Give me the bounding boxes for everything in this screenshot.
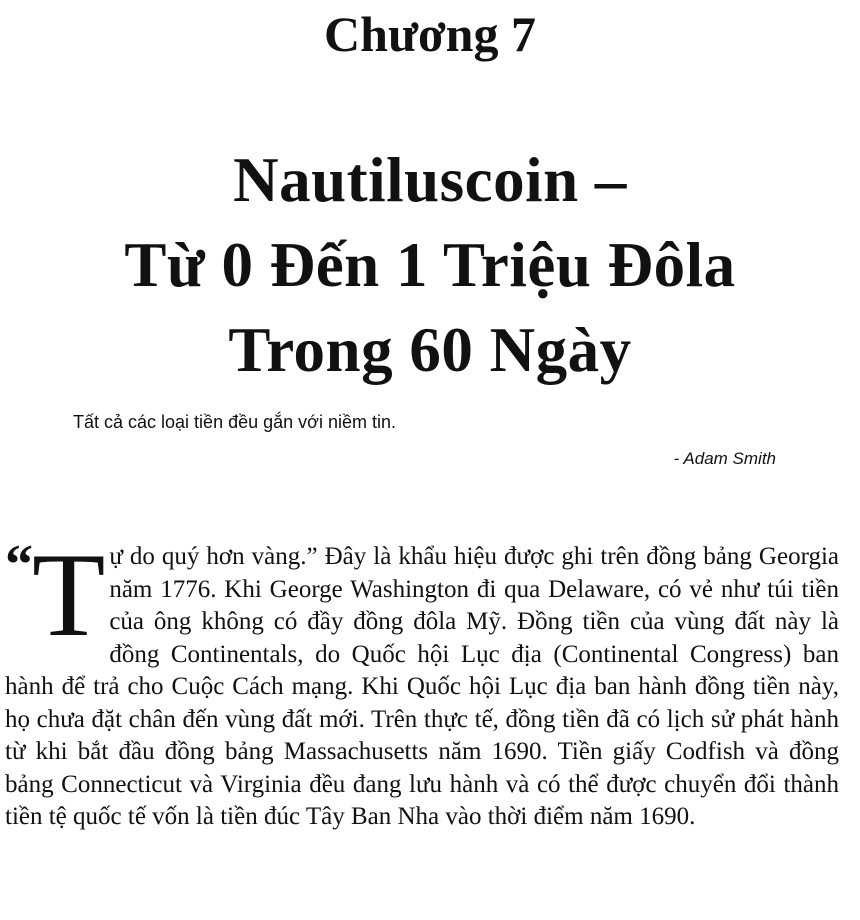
opening-quote-mark: “ xyxy=(5,534,30,596)
chapter-title-line-3: Trong 60 Ngày xyxy=(228,315,632,385)
body-paragraph xyxy=(5,528,839,834)
chapter-title xyxy=(0,138,860,393)
epigraph-author: - Adam Smith xyxy=(673,449,776,468)
chapter-title-line-1: Nautiluscoin – xyxy=(233,145,627,215)
body-paragraph-text: ự do quý hơn vàng.” Đây là khẩu hiệu được ghi trên đồng bảng Georgia năm 1776. Khi George Washington đi qua Delaware, có vẻ như túi tiền của ông không có đầy đồng đôla Mỹ. Đồng tiền của vùng đất này là đồng Continentals, do Quốc hội Lục địa (Continental Congress) ban hành để trả cho Cuộc Cách mạng. Khi Quốc hội Lục địa ban hành đồng tiền này, họ chưa đặt chân đến vùng đất mới. Trên thực tế, đồng tiền đã có lịch sử phát hành từ khi bắt đầu đồng bảng Massachusetts năm 1690. Tiền giấy Codfish và đồng bảng Connecticut và Virginia đều đang lưu hành và có thể được chuyển đổi thành tiền tệ quốc tế vốn là tiền đúc Tây Ban Nha vào thời điểm năm 1690. xyxy=(5,543,839,830)
drop-cap-block xyxy=(5,528,106,661)
chapter-heading: Chương 7 xyxy=(324,6,536,62)
chapter-title-line-2: Từ 0 Đến 1 Triệu Đôla xyxy=(124,230,736,300)
epigraph-quote: Tất cả các loại tiền đều gắn với niềm tin. xyxy=(73,412,396,432)
drop-cap-letter: T xyxy=(32,528,106,661)
